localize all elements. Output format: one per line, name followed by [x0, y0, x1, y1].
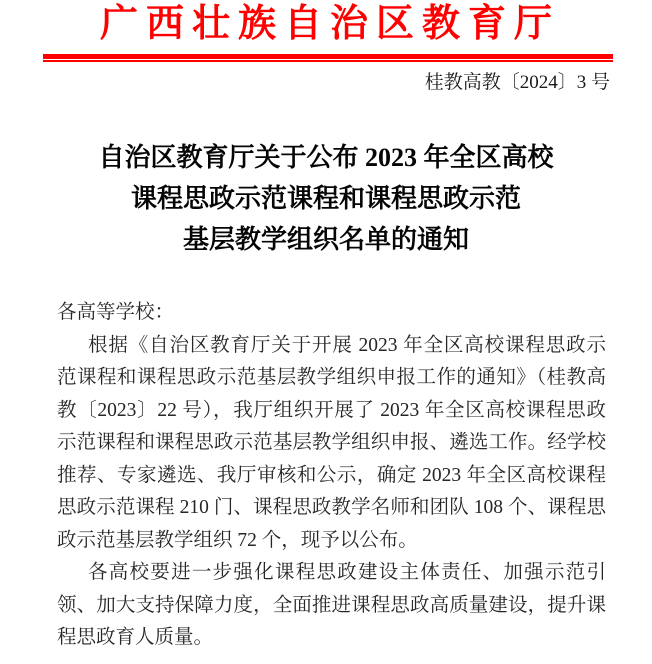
document-number: 桂教高教〔2024〕3 号 — [424, 72, 610, 93]
body-line: 范课程和课程思政示范基层教学组织申报工作的通知》（桂教高 — [57, 367, 606, 388]
body-line: 政示范基层教学组织 72 个，现予以公布。 — [57, 529, 418, 551]
body-line: 领、加大支持保障力度，全面推进课程思政高质量建设，提升课 — [57, 594, 606, 616]
body-line: 根据《自治区教育厅关于开展 2023 年全区高校课程思政示 — [88, 334, 606, 356]
notice-title — [0, 137, 652, 260]
notice-title-line-1: 自治区教育厅关于公布 2023 年全区高校 — [98, 143, 554, 172]
agency-letterhead: 广西壮族自治区教育厅 — [99, 3, 560, 45]
notice-title-line-2: 课程思政示范课程和课程思政示范 — [130, 184, 521, 213]
body-line: 示范课程和课程思政示范基层教学组织申报、遴选工作。经学校 — [57, 432, 606, 453]
body-line: 各高校要进一步强化课程思政建设主体责任、加强示范引 — [88, 562, 606, 583]
salutation-line: 各高等学校： — [57, 302, 175, 323]
body-line: 程思政育人质量。 — [57, 627, 214, 648]
body-line: 推荐、专家遴选、我厅审核和公示，确定 2023 年全区高校课程 — [57, 464, 606, 486]
body-line: 教〔2023〕22 号），我厅组织开展了 2023 年全区高校课程思政 — [57, 399, 606, 421]
notice-body — [57, 297, 606, 655]
notice-title-line-3: 基层教学组织名单的通知 — [182, 225, 469, 254]
red-divider-line — [43, 54, 613, 62]
body-line: 思政示范课程 210 门、课程思政教学名师和团队 108 个、课程思 — [57, 497, 606, 518]
